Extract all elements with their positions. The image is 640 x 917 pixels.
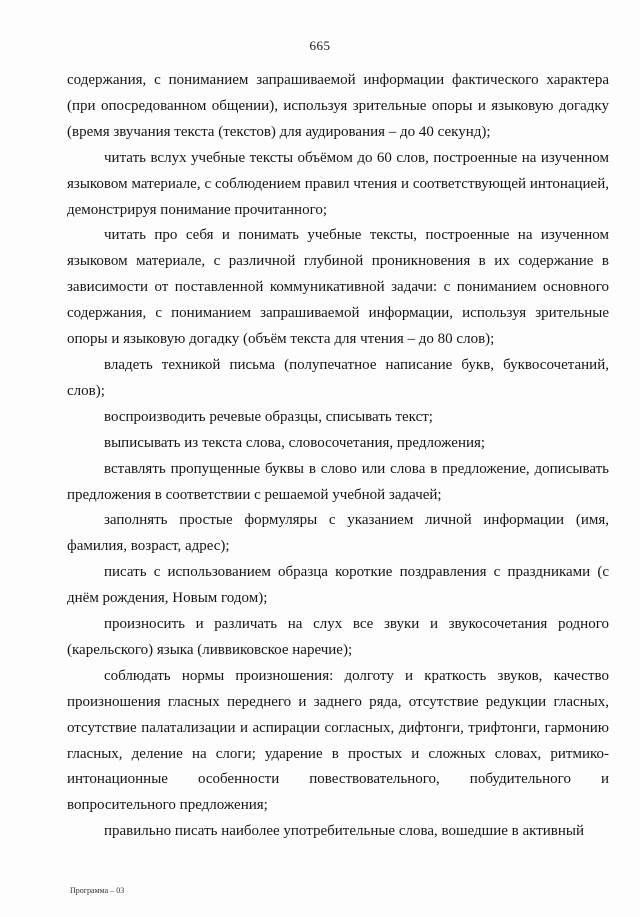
paragraph-read-silently: читать про себя и понимать учебные тексты, построенные на изученном языковом материале, с различной глубиной проникновения в их содержание в зависимости от поставленной коммуникативной задачи: с пониманием основного содержания, с пониманием запрашиваемой информации, используя зрительные опоры и языковую догадку (объём текста для чтения – до 80 слов); xyxy=(67,227,609,348)
paragraph-pronounce: произносить и различать на слух все звуки и звукосочетания родного (карельского) языка (ливвиковское наречие); xyxy=(67,616,609,658)
paragraph-write-out: выписывать из текста слова, словосочетания, предложения; xyxy=(104,434,486,451)
paragraph-copy-text: воспроизводить речевые образцы, списывать текст; xyxy=(104,408,433,425)
page-number: 665 xyxy=(309,38,331,53)
paragraph-spelling: правильно писать наиболее употребительные слова, вошедшие в активный xyxy=(104,823,585,840)
body-text xyxy=(67,68,609,845)
paragraph-fill-forms: заполнять простые формуляры с указанием личной информации (имя, фамилия, возраст, адрес); xyxy=(67,512,609,555)
paragraph-read-aloud: читать вслух учебные тексты объёмом до 60 слов, построенные на изученном языковом материале, с соблюдением правил чтения и соответствующей интонацией, демонстрируя понимание прочитанного; xyxy=(67,149,609,218)
paragraph-insert-letters: вставлять пропущенные буквы в слово или слова в предложение, дописывать предложения в соответствии с решаемой учебной задачей; xyxy=(67,460,609,503)
paragraph-greetings: писать с использованием образца короткие поздравления с праздниками (с днём рождения, Новым годом); xyxy=(67,564,609,607)
paragraph-continuation: содержания, с пониманием запрашиваемой информации фактического характера (при опосредованном общении), используя зрительные опоры и языковую догадку (время звучания текста (текстов) для аудирования – до 40 секунд); xyxy=(67,72,609,140)
paragraph-handwriting: владеть техникой письма (полупечатное написание букв, буквосочетаний, слов); xyxy=(67,356,609,399)
page-footer: Программа – 03 xyxy=(70,886,125,895)
paragraph-pronunciation-norms: соблюдать нормы произношения: долготу и краткость звуков, качество произношения гласных переднего и заднего ряда, отсутствие редукции гласных, отсутствие палатализации и аспирации согласных, дифтонги, трифтонги, гармонию гласных, деление на слоги; ударение в простых и сложных словах, ритмико-интонационные особенности повествовательного, побудительного и вопросительного предложения; xyxy=(67,667,609,814)
